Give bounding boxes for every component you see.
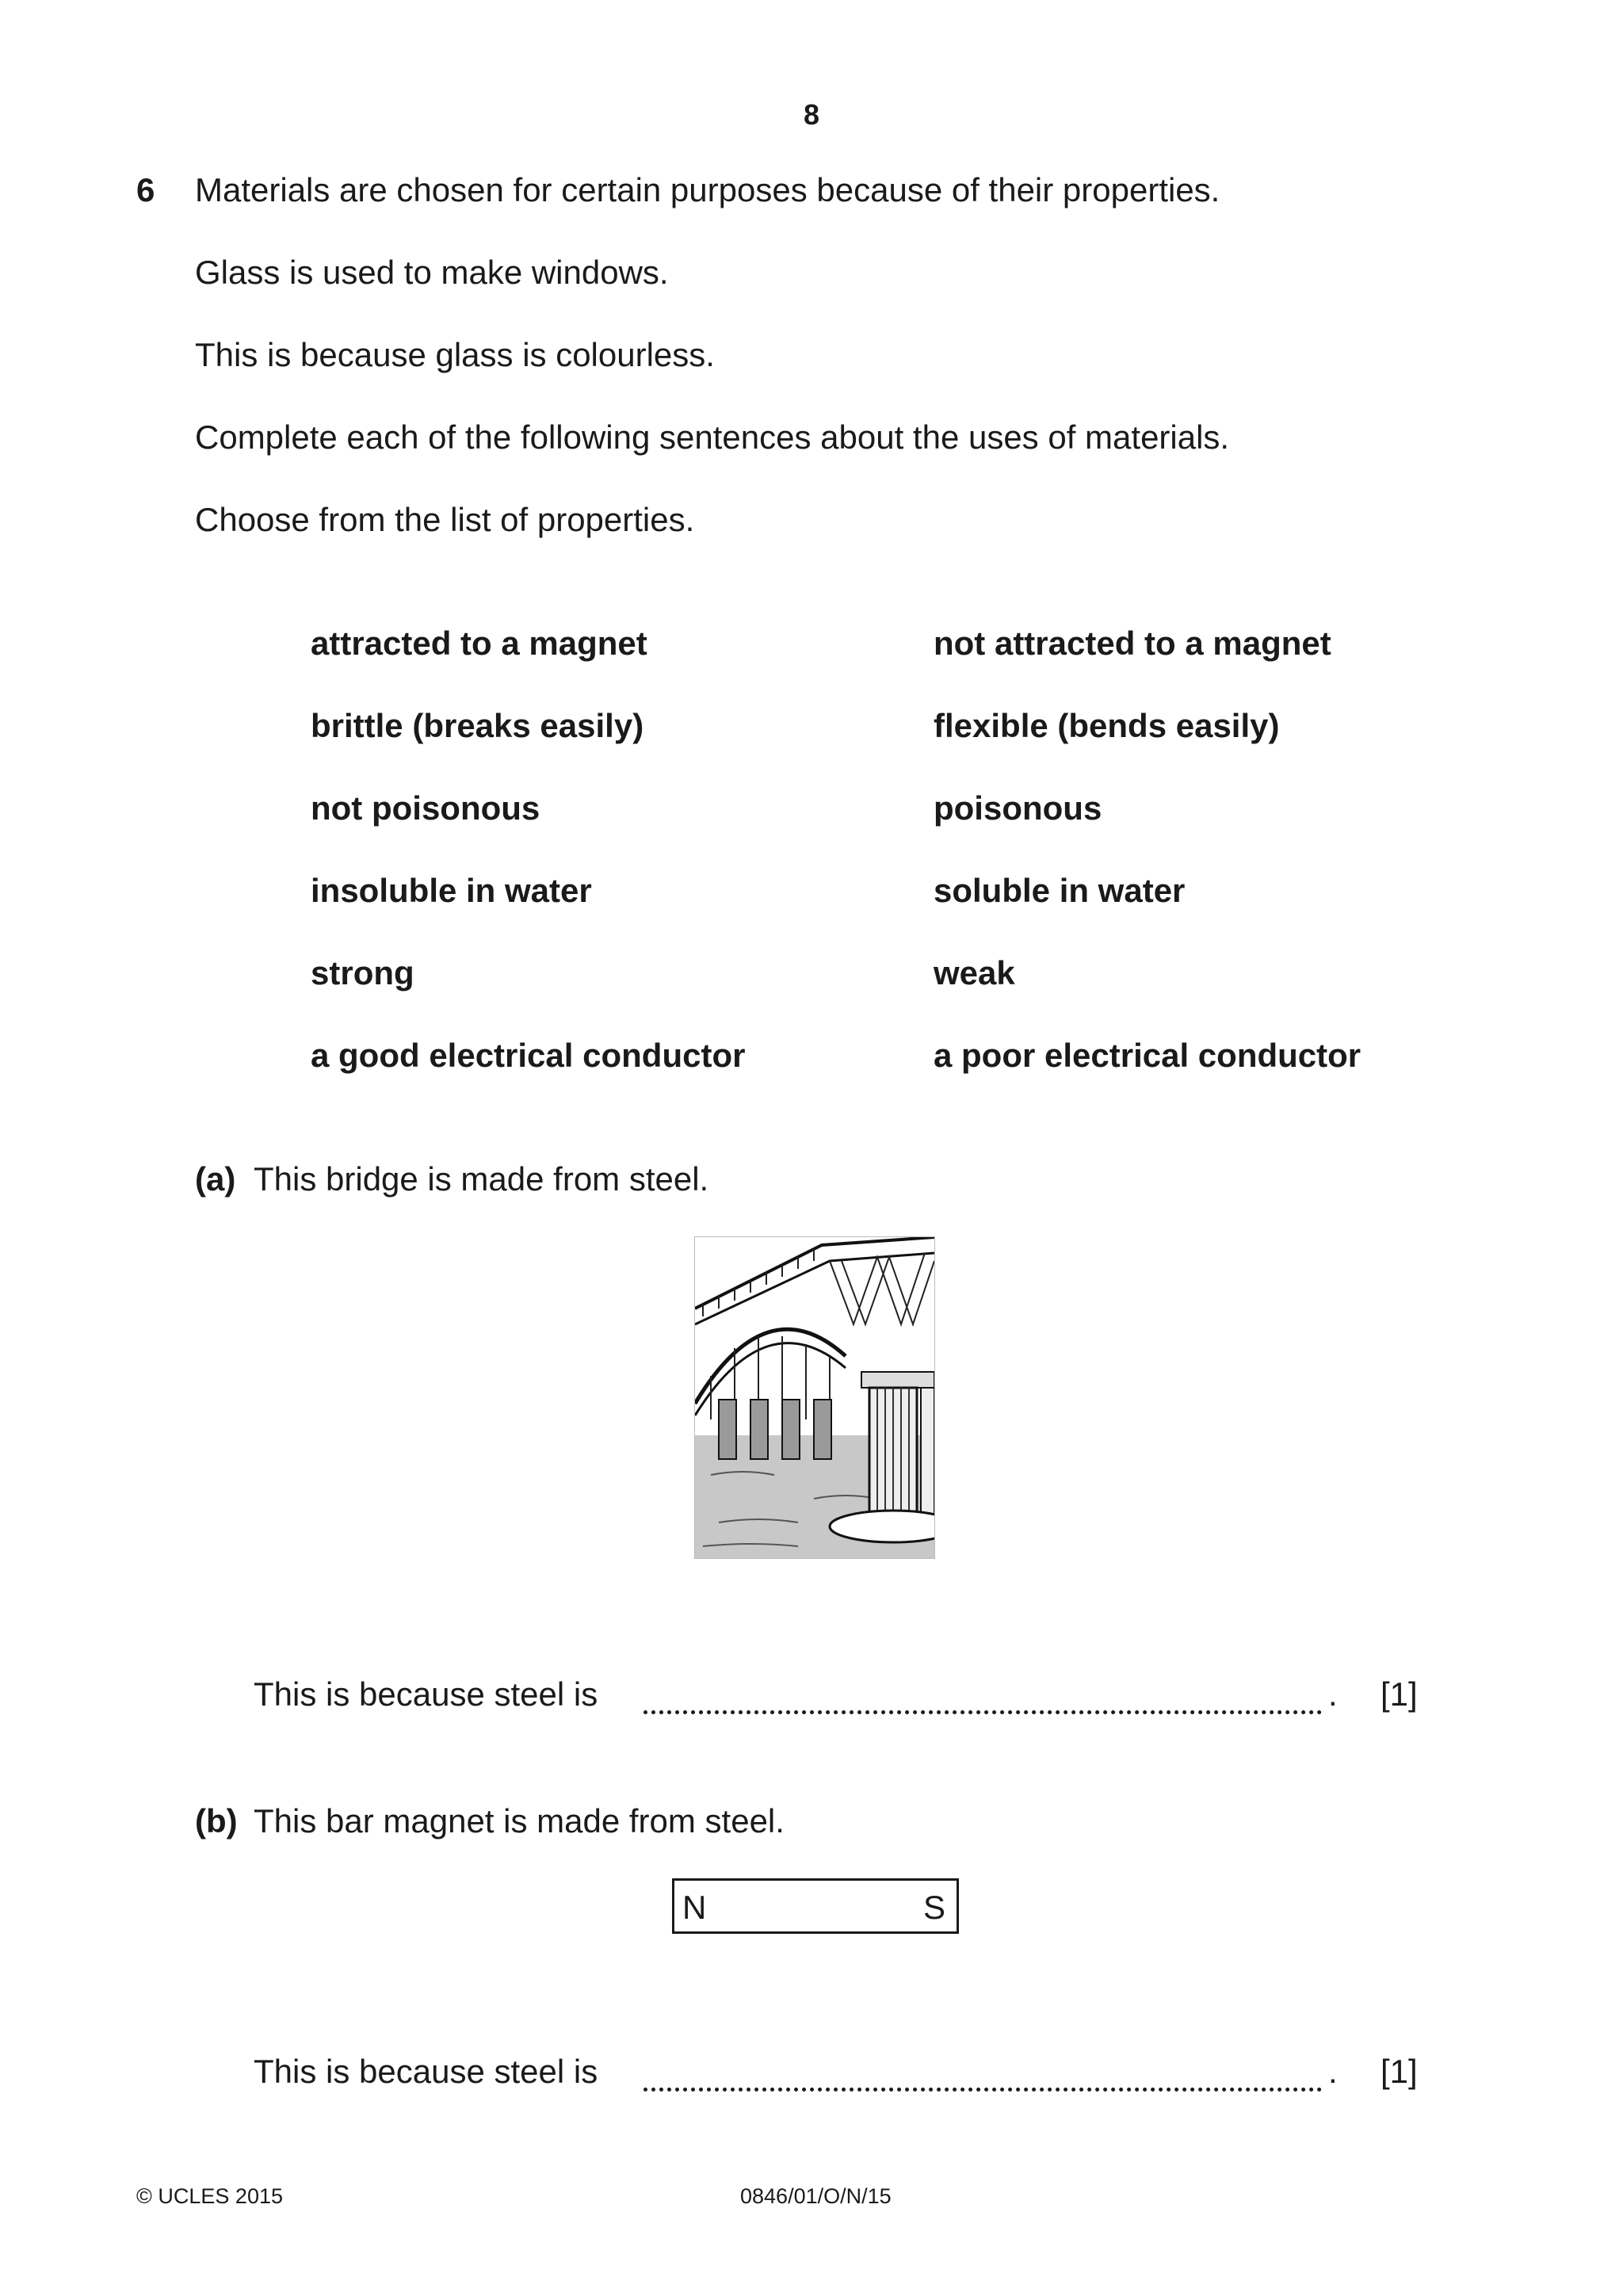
question-stem-line: Complete each of the following sentences about the uses of materials. xyxy=(195,418,1230,456)
part-b-answer-line[interactable] xyxy=(643,2088,1322,2092)
property-item: a good electrical conductor xyxy=(311,1037,746,1074)
magnet-north-pole: N xyxy=(682,1889,707,1926)
footer-copyright: © UCLES 2015 xyxy=(136,2184,283,2208)
magnet-south-pole: S xyxy=(922,1889,945,1926)
page-number: 8 xyxy=(803,98,820,131)
question-number: 6 xyxy=(136,171,155,208)
part-a-text: This bridge is made from steel. xyxy=(254,1160,709,1198)
property-item: not attracted to a magnet xyxy=(934,625,1331,662)
property-item: attracted to a magnet xyxy=(311,625,647,662)
part-a-marks: [1] xyxy=(1381,1675,1418,1713)
property-item: soluble in water xyxy=(934,872,1186,909)
part-a-answer-prompt: This is because steel is xyxy=(254,1675,598,1713)
question-stem-line: This is because glass is colourless. xyxy=(195,336,715,373)
property-item: strong xyxy=(311,954,414,991)
property-item: poisonous xyxy=(934,789,1102,827)
part-b-answer-prompt: This is because steel is xyxy=(254,2053,598,2090)
part-b-answer-end: . xyxy=(1328,2053,1338,2090)
property-item: not poisonous xyxy=(311,789,540,827)
property-item: flexible (bends easily) xyxy=(934,707,1280,744)
part-b-label: (b) xyxy=(195,1802,238,1839)
bar-magnet xyxy=(672,1878,959,1934)
question-stem-line: Glass is used to make windows. xyxy=(195,254,669,291)
question-stem-line: Choose from the list of properties. xyxy=(195,501,695,538)
question-stem-line: Materials are chosen for certain purposes because of their properties. xyxy=(195,171,1220,208)
footer-code: 0846/01/O/N/15 xyxy=(740,2184,892,2208)
part-b-marks: [1] xyxy=(1381,2053,1418,2090)
bridge-illustration xyxy=(694,1236,935,1559)
property-item: a poor electrical conductor xyxy=(934,1037,1361,1074)
property-item: brittle (breaks easily) xyxy=(311,707,644,744)
part-a-answer-end: . xyxy=(1328,1675,1338,1713)
part-a-answer-line[interactable] xyxy=(643,1710,1322,1714)
part-b-text: This bar magnet is made from steel. xyxy=(254,1802,785,1839)
part-a-label: (a) xyxy=(195,1160,236,1198)
property-item: weak xyxy=(934,954,1015,991)
property-item: insoluble in water xyxy=(311,872,592,909)
